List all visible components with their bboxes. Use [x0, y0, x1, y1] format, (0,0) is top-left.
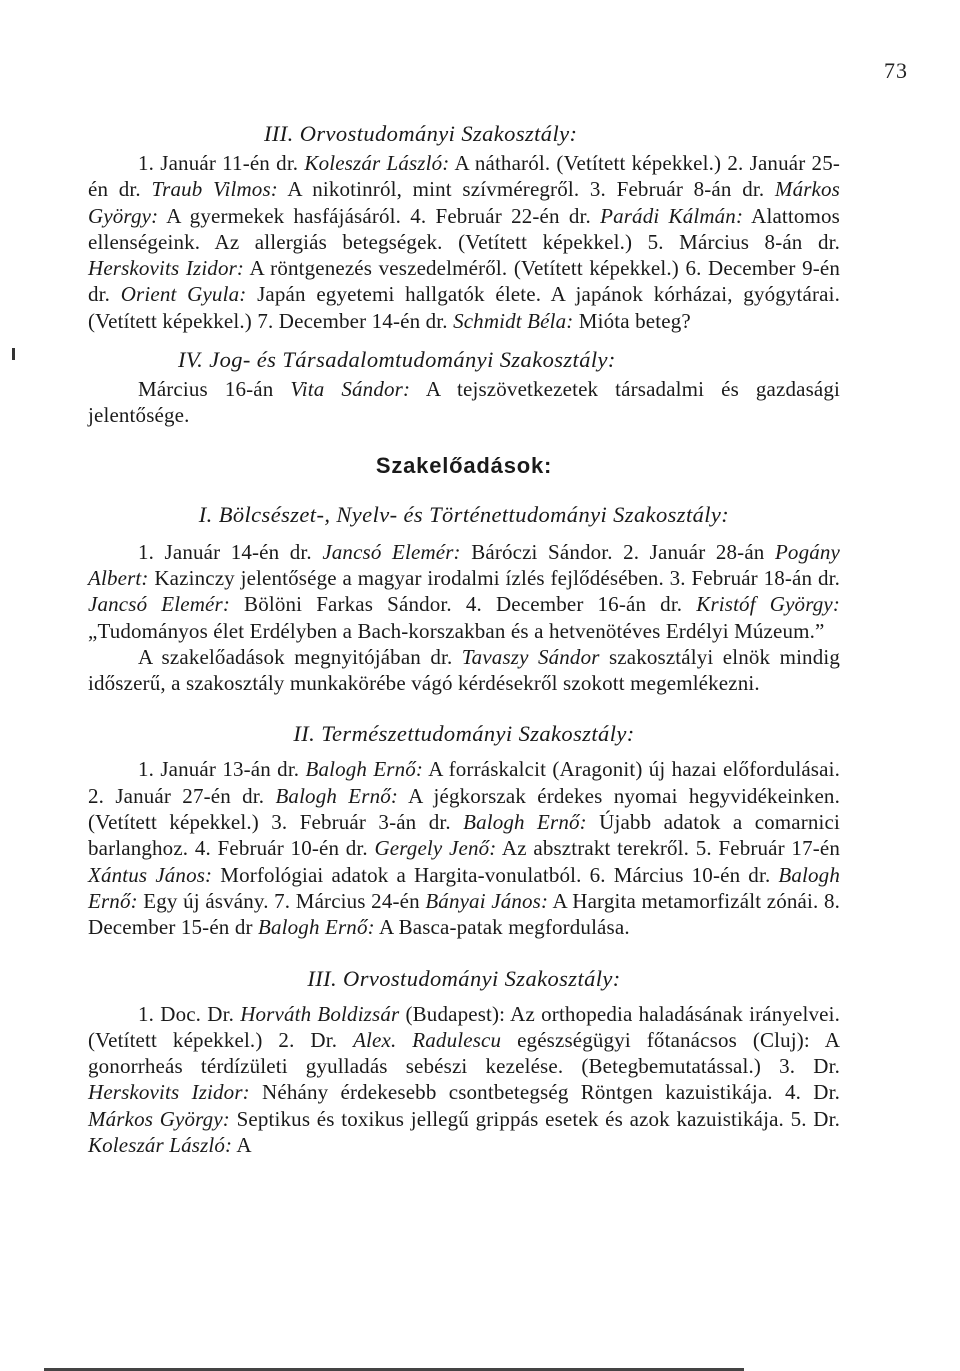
paragraph-text: A Hargita metamorfizált zónái. 8. December 15-én dr	[88, 888, 840, 940]
paragraph-text: Bölöni Farkas Sándor. 4. December 16-án dr.	[229, 592, 697, 617]
paragraph-text: Újabb adatok a comarnici barlanghoz. 4. Február 10-én dr.	[88, 810, 840, 861]
section-paragraph	[88, 539, 840, 644]
paragraph-text: A nátharól. (Vetített képekkel.) 2. Január 25-én dr.	[88, 151, 840, 202]
page-body	[88, 118, 840, 1158]
section-heading: III. Orvostudományi Szakosztály:	[264, 121, 578, 146]
paragraph-text: A nikotinról, mint szívméregről. 3. Február 8-án dr.	[277, 177, 775, 202]
author-name: Koleszár László:	[88, 1133, 233, 1158]
paragraph-text: A gyermekek hasfájásáról. 4. Február 22-én dr.	[158, 203, 601, 228]
author-name: Márkos György:	[88, 177, 840, 228]
paragraph-text: A röntgenezés veszedelméről. (Vetített képekkel.) 6. December 9-én dr.	[88, 256, 840, 307]
paragraph-text: 1. Doc. Dr.	[138, 1001, 241, 1026]
author-name: Márkos György:	[88, 1106, 230, 1131]
author-name: Bányai János:	[425, 888, 549, 913]
paragraph-text: (Budapest): Az orthopedia haladásának irányelvei. (Vetített képekkel.) 2. Dr.	[88, 1001, 840, 1052]
paragraph-text: „Tudományos élet Erdélyben a Bach-korszakban és a hetvenötéves Erdélyi Múzeum.”	[88, 618, 825, 643]
paragraph-text: Japán egyetemi hallgatók élete. A japánok kórházai, gyógytárai. (Vetített képekkel.) 7. December 14-én dr.	[88, 282, 841, 333]
section-paragraph	[88, 150, 840, 334]
section-heading: II. Természettudományi Szakosztály:	[293, 721, 635, 747]
paragraph-text: Mióta beteg?	[573, 308, 691, 333]
author-name: Orient Gyula:	[120, 282, 247, 307]
paragraph-text: Morfológiai adatok a Hargita-vonulatból. 6. Március 10-én dr.	[212, 862, 779, 887]
section-jog	[88, 344, 840, 429]
author-name: Tavaszy Sándor	[461, 644, 600, 669]
paragraph-text: A Basca-patak megfordulása.	[374, 915, 630, 940]
author-name: Horváth Boldizsár	[240, 1001, 400, 1026]
paragraph-text: A tejszövetkezetek társadalmi és gazdasági jelentősége.	[88, 377, 841, 428]
author-name: Herskovits Izidor:	[88, 1080, 250, 1105]
author-name: Balogh Ernő:	[305, 757, 424, 782]
author-name: Vita Sándor:	[290, 377, 411, 402]
paragraph-text: A forráskalcit (Aragonit) új hazai előfordulásai. 2. Január 27-én dr.	[88, 757, 840, 808]
author-name: Balogh Ernő:	[88, 862, 840, 913]
author-name: Balogh Ernő:	[275, 783, 399, 808]
paragraph-text: 1. Január 14-én dr.	[138, 539, 323, 564]
author-name: Balogh Ernő:	[258, 915, 375, 940]
paragraph-text: Március 16-án	[138, 377, 291, 402]
paragraph-text: Az absztrakt terekről. 5. Február 17-én	[496, 836, 840, 861]
section-termeszettudomanyi	[88, 718, 840, 940]
author-name: Schmidt Béla:	[453, 308, 574, 333]
section-paragraph	[88, 644, 840, 697]
paragraph-text: Báróczi Sándor. 2. Január 28-án	[460, 539, 775, 564]
section-heading: I. Bölcsészet-, Nyelv- és Történettudományi Szakosztály:	[198, 501, 730, 527]
section-orvostudomanyi-1	[88, 118, 840, 334]
paragraph-text: szakosztályi elnök mindig időszerű, a szakosztály munkakörébe vágó kérdésekről szokott megemlékezni.	[88, 644, 840, 696]
paragraph-text: Alattomos ellenségeink. Az allergiás betegségek. (Vetített képekkel.) 5. Március 8-án dr.	[88, 203, 840, 254]
author-name: Parádi Kálmán:	[600, 203, 744, 228]
section-bolcseszet	[88, 499, 840, 697]
paragraph-text: Néhány érdekesebb csontbetegség Röntgen kazuistikája. 4. Dr.	[249, 1080, 840, 1105]
author-name: Alex. Radulescu	[353, 1027, 502, 1052]
paragraph-text: 1. Január 13-án dr.	[138, 757, 306, 782]
section-paragraph	[88, 756, 840, 940]
paragraph-text: A jégkorszak érdekes nyomai hegyvidékeinken. (Vetített képekkel.) 3. Február 3-án dr.	[88, 783, 840, 835]
paragraph-text: egészségügyi főtanácsos (Cluj): A gonorrheás térdízületi gyulladás sebészi kezelése. (Betegbemutatással.) 3. Dr.	[88, 1027, 841, 1079]
author-name: Herskovits Izidor:	[88, 256, 245, 281]
main-title: Szakelőadások:	[375, 452, 553, 478]
author-name: Traub Vilmos:	[151, 177, 278, 202]
paragraph-text: A	[232, 1133, 252, 1158]
author-name: Jancsó Elemér:	[322, 539, 461, 564]
section-paragraph	[88, 1001, 840, 1159]
paragraph-text: A szakelőadások megnyitójában dr.	[138, 644, 462, 669]
page-number: 73	[884, 58, 908, 83]
author-name: Pogány Albert:	[88, 539, 840, 590]
section-heading: III. Orvostudományi Szakosztály:	[307, 965, 621, 991]
section-orvostudomanyi-2	[88, 963, 840, 1159]
paragraph-text: 1. Január 11-én dr.	[138, 151, 305, 175]
author-name: Gergely Jenő:	[374, 836, 497, 861]
author-name: Balogh Ernő:	[463, 810, 587, 835]
paragraph-text: Egy új ásvány. 7. Március 24-én	[137, 888, 426, 913]
section-heading: IV. Jog- és Társadalomtudományi Szakosztály:	[178, 347, 616, 373]
author-name: Xántus János:	[88, 862, 213, 887]
author-name: Kristóf György:	[696, 592, 840, 617]
author-name: Koleszár László:	[304, 151, 450, 175]
scan-margin-mark	[12, 348, 15, 360]
author-name: Jancsó Elemér:	[88, 592, 230, 617]
paragraph-text: Septikus és toxikus jellegű grippás esetek és azok kazuistikája. 5. Dr.	[229, 1106, 840, 1131]
paragraph-text: Kazinczy jelentősége a magyar irodalmi ízlés fejlődésében. 3. Február 18-án dr.	[148, 565, 840, 590]
section-paragraph	[88, 376, 840, 429]
